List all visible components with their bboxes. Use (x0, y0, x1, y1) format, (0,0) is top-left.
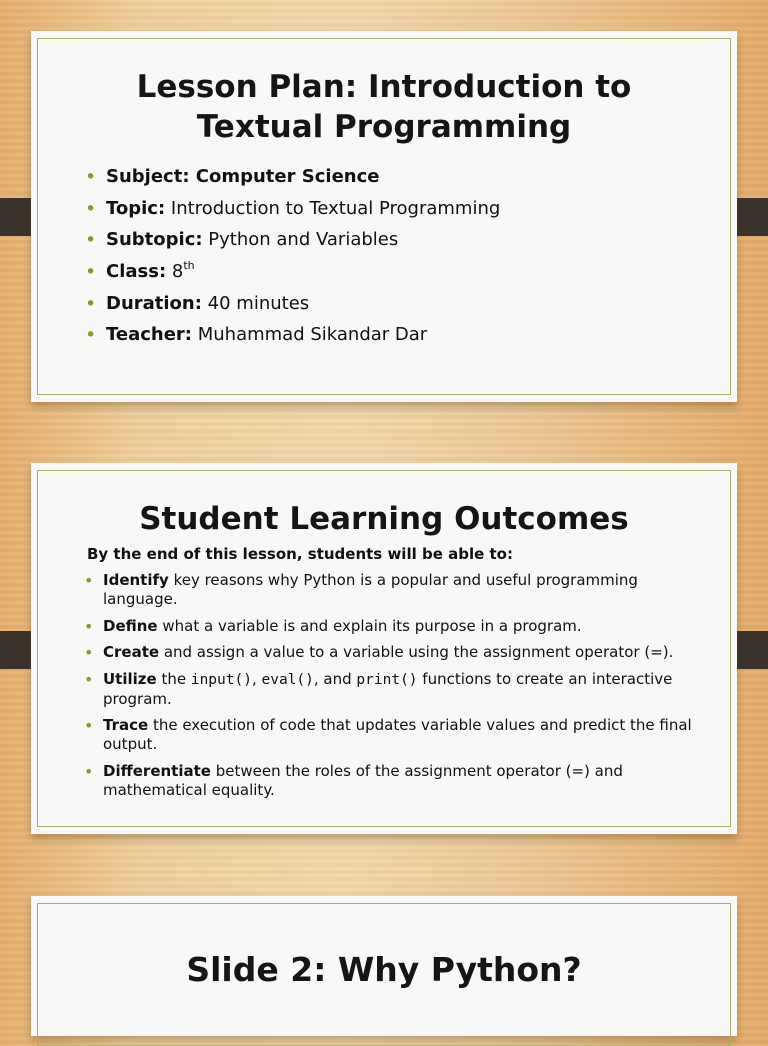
detail-class: • Class: 8th (105, 257, 500, 289)
slide-why-python (31, 896, 737, 1036)
slide-title: Slide 2: Why Python? (186, 950, 582, 989)
outcome-item: • Differentiate between the roles of the assignment operator (=) and mathematical equality. (103, 762, 713, 800)
lesson-details-list (105, 162, 500, 352)
slide-learning-outcomes (31, 463, 737, 834)
outcome-item: • Trace the execution of code that updates variable values and predict the final output. (103, 716, 713, 754)
detail-teacher: • Teacher: Muhammad Sikandar Dar (105, 320, 500, 352)
detail-duration: • Duration: 40 minutes (105, 289, 500, 321)
outcomes-intro: By the end of this lesson, students will be able to: (87, 545, 513, 563)
outcome-item: • Identify key reasons why Python is a popular and useful programming language. (103, 571, 713, 609)
detail-subtopic: • Subtopic: Python and Variables (105, 225, 500, 257)
detail-topic: • Topic: Introduction to Textual Programming (105, 194, 500, 226)
outcome-item: • Utilize the input(), eval(), and print() functions to create an interactive program. (103, 670, 713, 709)
detail-subject: • Subject: Computer Science (105, 162, 500, 194)
slide-title: Student Learning Outcomes (139, 501, 629, 537)
title-line-2: Textual Programming (196, 109, 572, 145)
outcome-item: • Create and assign a value to a variable using the assignment operator (=). (103, 643, 713, 662)
outcomes-list (103, 571, 713, 807)
outcome-item: • Define what a variable is and explain its purpose in a program. (103, 617, 713, 636)
slide-lesson-plan (31, 31, 737, 402)
slide-title (31, 67, 737, 147)
title-line-1: Lesson Plan: Introduction to (136, 69, 632, 105)
